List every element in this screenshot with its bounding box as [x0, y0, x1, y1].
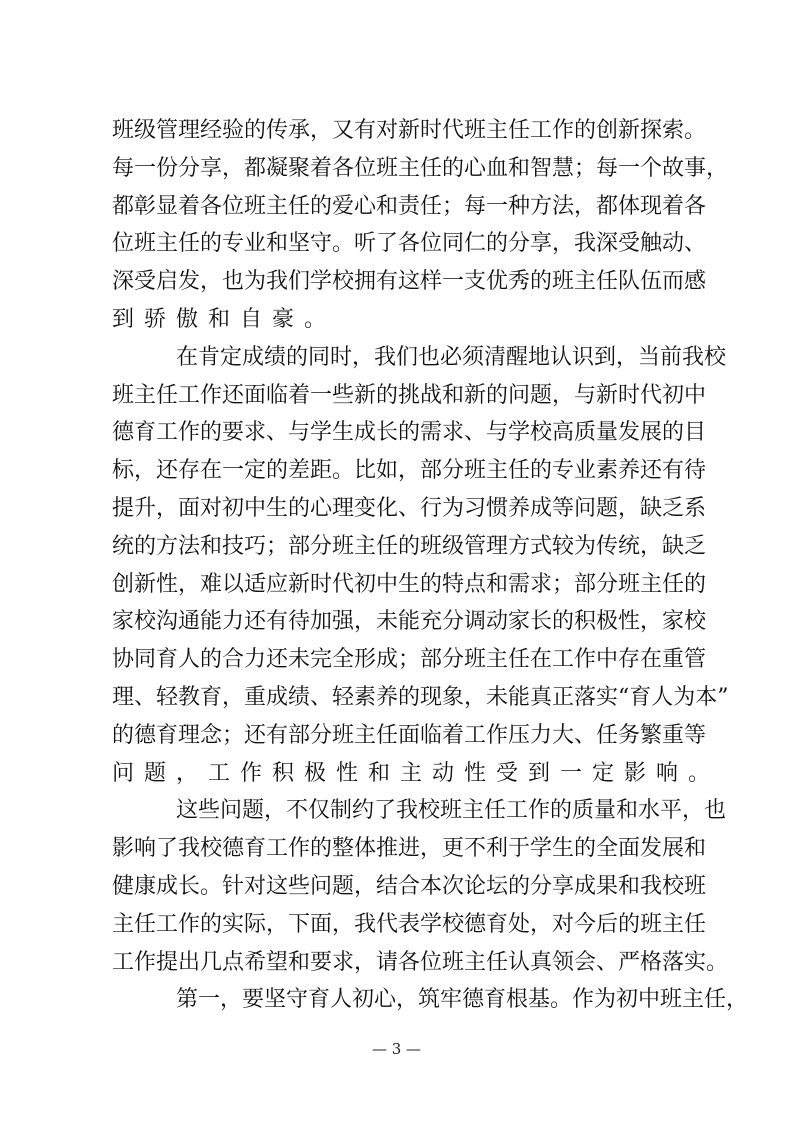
text-line: 到骄傲和自豪。 — [112, 306, 337, 332]
text-line: 健康成长。针对这些问题，结合本次论坛的分享成果和我校班 — [112, 873, 707, 899]
text-line: 问题，工作积极性和主动性受到一定影响。 — [112, 760, 721, 786]
text-line: 理、轻教育，重成绩、轻素养的现象，未能真正落实“育人为本” — [112, 684, 729, 710]
text-line: 协同育人的合力还未完全形成；部分班主任在工作中存在重管 — [112, 647, 707, 673]
text-line: 提升，面对初中生的心理变化、行为习惯养成等问题，缺乏系 — [112, 495, 707, 521]
text-line: 这些问题，不仅制约了我校班主任工作的质量和水平，也 — [176, 798, 727, 824]
text-line: 标，还存在一定的差距。比如，部分班主任的专业素养还有待 — [112, 458, 707, 484]
text-line: 班主任工作还面临着一些新的挑战和新的问题，与新时代初中 — [112, 382, 707, 408]
text-line: 统的方法和技巧；部分班主任的班级管理方式较为传统，缺乏 — [112, 533, 707, 559]
page-number: — 3 — — [371, 1040, 422, 1058]
text-line: 位班主任的专业和坚守。听了各位同仁的分享，我深受触动、 — [112, 231, 707, 257]
body-text — [112, 112, 749, 1019]
text-line: 在肯定成绩的同时，我们也必须清醒地认识到，当前我校 — [176, 344, 727, 370]
text-line: 都彰显着各位班主任的爱心和责任；每一种方法，都体现着各 — [112, 193, 707, 219]
text-line: 影响了我校德育工作的整体推进，更不利于学生的全面发展和 — [112, 836, 707, 862]
text-line: 第一，要坚守育人初心，筑牢德育根基。作为初中班主任， — [176, 987, 749, 1013]
text-line: 德育工作的要求、与学生成长的需求、与学校高质量发展的目 — [112, 420, 707, 446]
text-line: 每一份分享，都凝聚着各位班主任的心血和智慧；每一个故事， — [112, 155, 729, 181]
text-line: 深受启发，也为我们学校拥有这样一支优秀的班主任队伍而感 — [112, 269, 707, 295]
text-line: 工作提出几点希望和要求，请各位班主任认真领会、严格落实。 — [112, 949, 729, 975]
text-line: 家校沟通能力还有待加强，未能充分调动家长的积极性，家校 — [112, 609, 707, 635]
text-line: 主任工作的实际，下面，我代表学校德育处，对今后的班主任 — [112, 911, 707, 937]
text-line: 的德育理念；还有部分班主任面临着工作压力大、任务繁重等 — [112, 722, 707, 748]
text-line: 创新性，难以适应新时代初中生的特点和需求；部分班主任的 — [112, 571, 707, 597]
text-line: 班级管理经验的传承，又有对新时代班主任工作的创新探索。 — [112, 118, 707, 143]
